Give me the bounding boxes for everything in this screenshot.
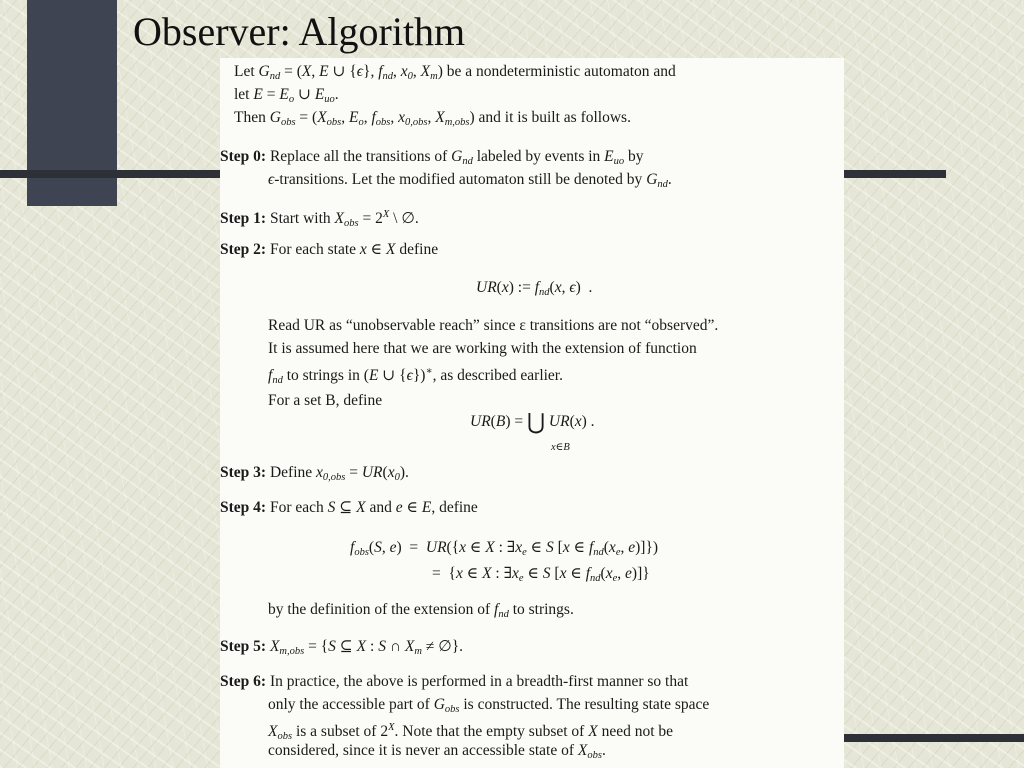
intro-line-2: let $E = E_o$ ∪ $E_{uo}$. (234, 86, 339, 105)
step-6-line-1: Step 6: In practice, the above is performed in a breadth-first manner so that (220, 673, 689, 690)
step-6-line-3: $X_{obs}$ is a subset of $2^X$. Note that the empty subset of X need not be (268, 722, 674, 742)
equation-ur-b-subscript: x∈B (551, 442, 570, 453)
intro-line-3: Then $G_{obs} = (X_{obs}$, $E_o$, $f_{obs}$, $x_{0,obs}$, $X_{m,obs}$) and it is built as follows. (234, 109, 631, 128)
step-2-line: Step 2: For each state x ∈ X define (220, 241, 439, 258)
step-0-line-1: Step 0: Replace all the transitions of $G_{nd}$ labeled by events in $E_{uo}$ by (220, 148, 644, 167)
equation-ur-x: UR(x) := $f_{nd}(x$, ϵ) . (476, 279, 593, 298)
algorithm-document (220, 58, 844, 768)
decorative-bar-left (0, 170, 225, 178)
equation-ur-b: UR(B) = ⋃ UR(x) . (470, 409, 595, 434)
step-2-para-2: It is assumed here that we are working with the extension of function (268, 340, 697, 357)
equation-f-obs-2: = {x ∈ X : $\exists x_e$ ∈ S [x ∈ $f_{nd}(x_e$, e)]} (432, 565, 650, 584)
step-6-line-4: considered, since it is never an accessible state of $X_{obs}$. (268, 742, 606, 761)
step-1-line: Step 1: Start with $X_{obs} = 2^X$ \ ∅. (220, 209, 419, 229)
step-2-para-1: Read UR as “unobservable reach” since ε transitions are not “observed”. (268, 317, 719, 334)
step-2-para-3: $f_{nd}$ to strings in (E ∪ {ϵ})∗, as described earlier. (268, 366, 563, 386)
equation-f-obs-1: $f_{obs}(S$, e) = UR({x ∈ X : $\exists x_e$ ∈ S [x ∈ $f_{nd}(x_e$, e)]}) (350, 539, 659, 558)
step-5-line: Step 5: $X_{m,obs} = \{S$ ⊆ X : S ∩ $X_m$ ≠ ∅}. (220, 638, 464, 657)
step-2-para-4: For a set B, define (268, 392, 383, 409)
step-4-para: by the definition of the extension of $f_{nd}$ to strings. (268, 601, 574, 620)
step-0-line-2: ϵ-transitions. Let the modified automaton still be denoted by $G_{nd}$. (268, 171, 672, 190)
decorative-bar-right (842, 170, 946, 178)
step-4-line: Step 4: For each S ⊆ X and e ∈ E, define (220, 499, 478, 516)
step-3-line: Step 3: Define $x_{0,obs} = UR(x_0)$. (220, 464, 409, 483)
decorative-bar-bottom (842, 734, 1024, 742)
intro-line-1: Let $G_{nd} = (X$, E ∪ {ϵ}, $f_{nd}$, $x_0$, $X_m$) be a nondeterministic automaton and (234, 63, 676, 82)
slide-title: Observer: Algorithm (133, 9, 466, 54)
step-6-line-2: only the accessible part of $G_{obs}$ is constructed. The resulting state space (268, 696, 710, 715)
